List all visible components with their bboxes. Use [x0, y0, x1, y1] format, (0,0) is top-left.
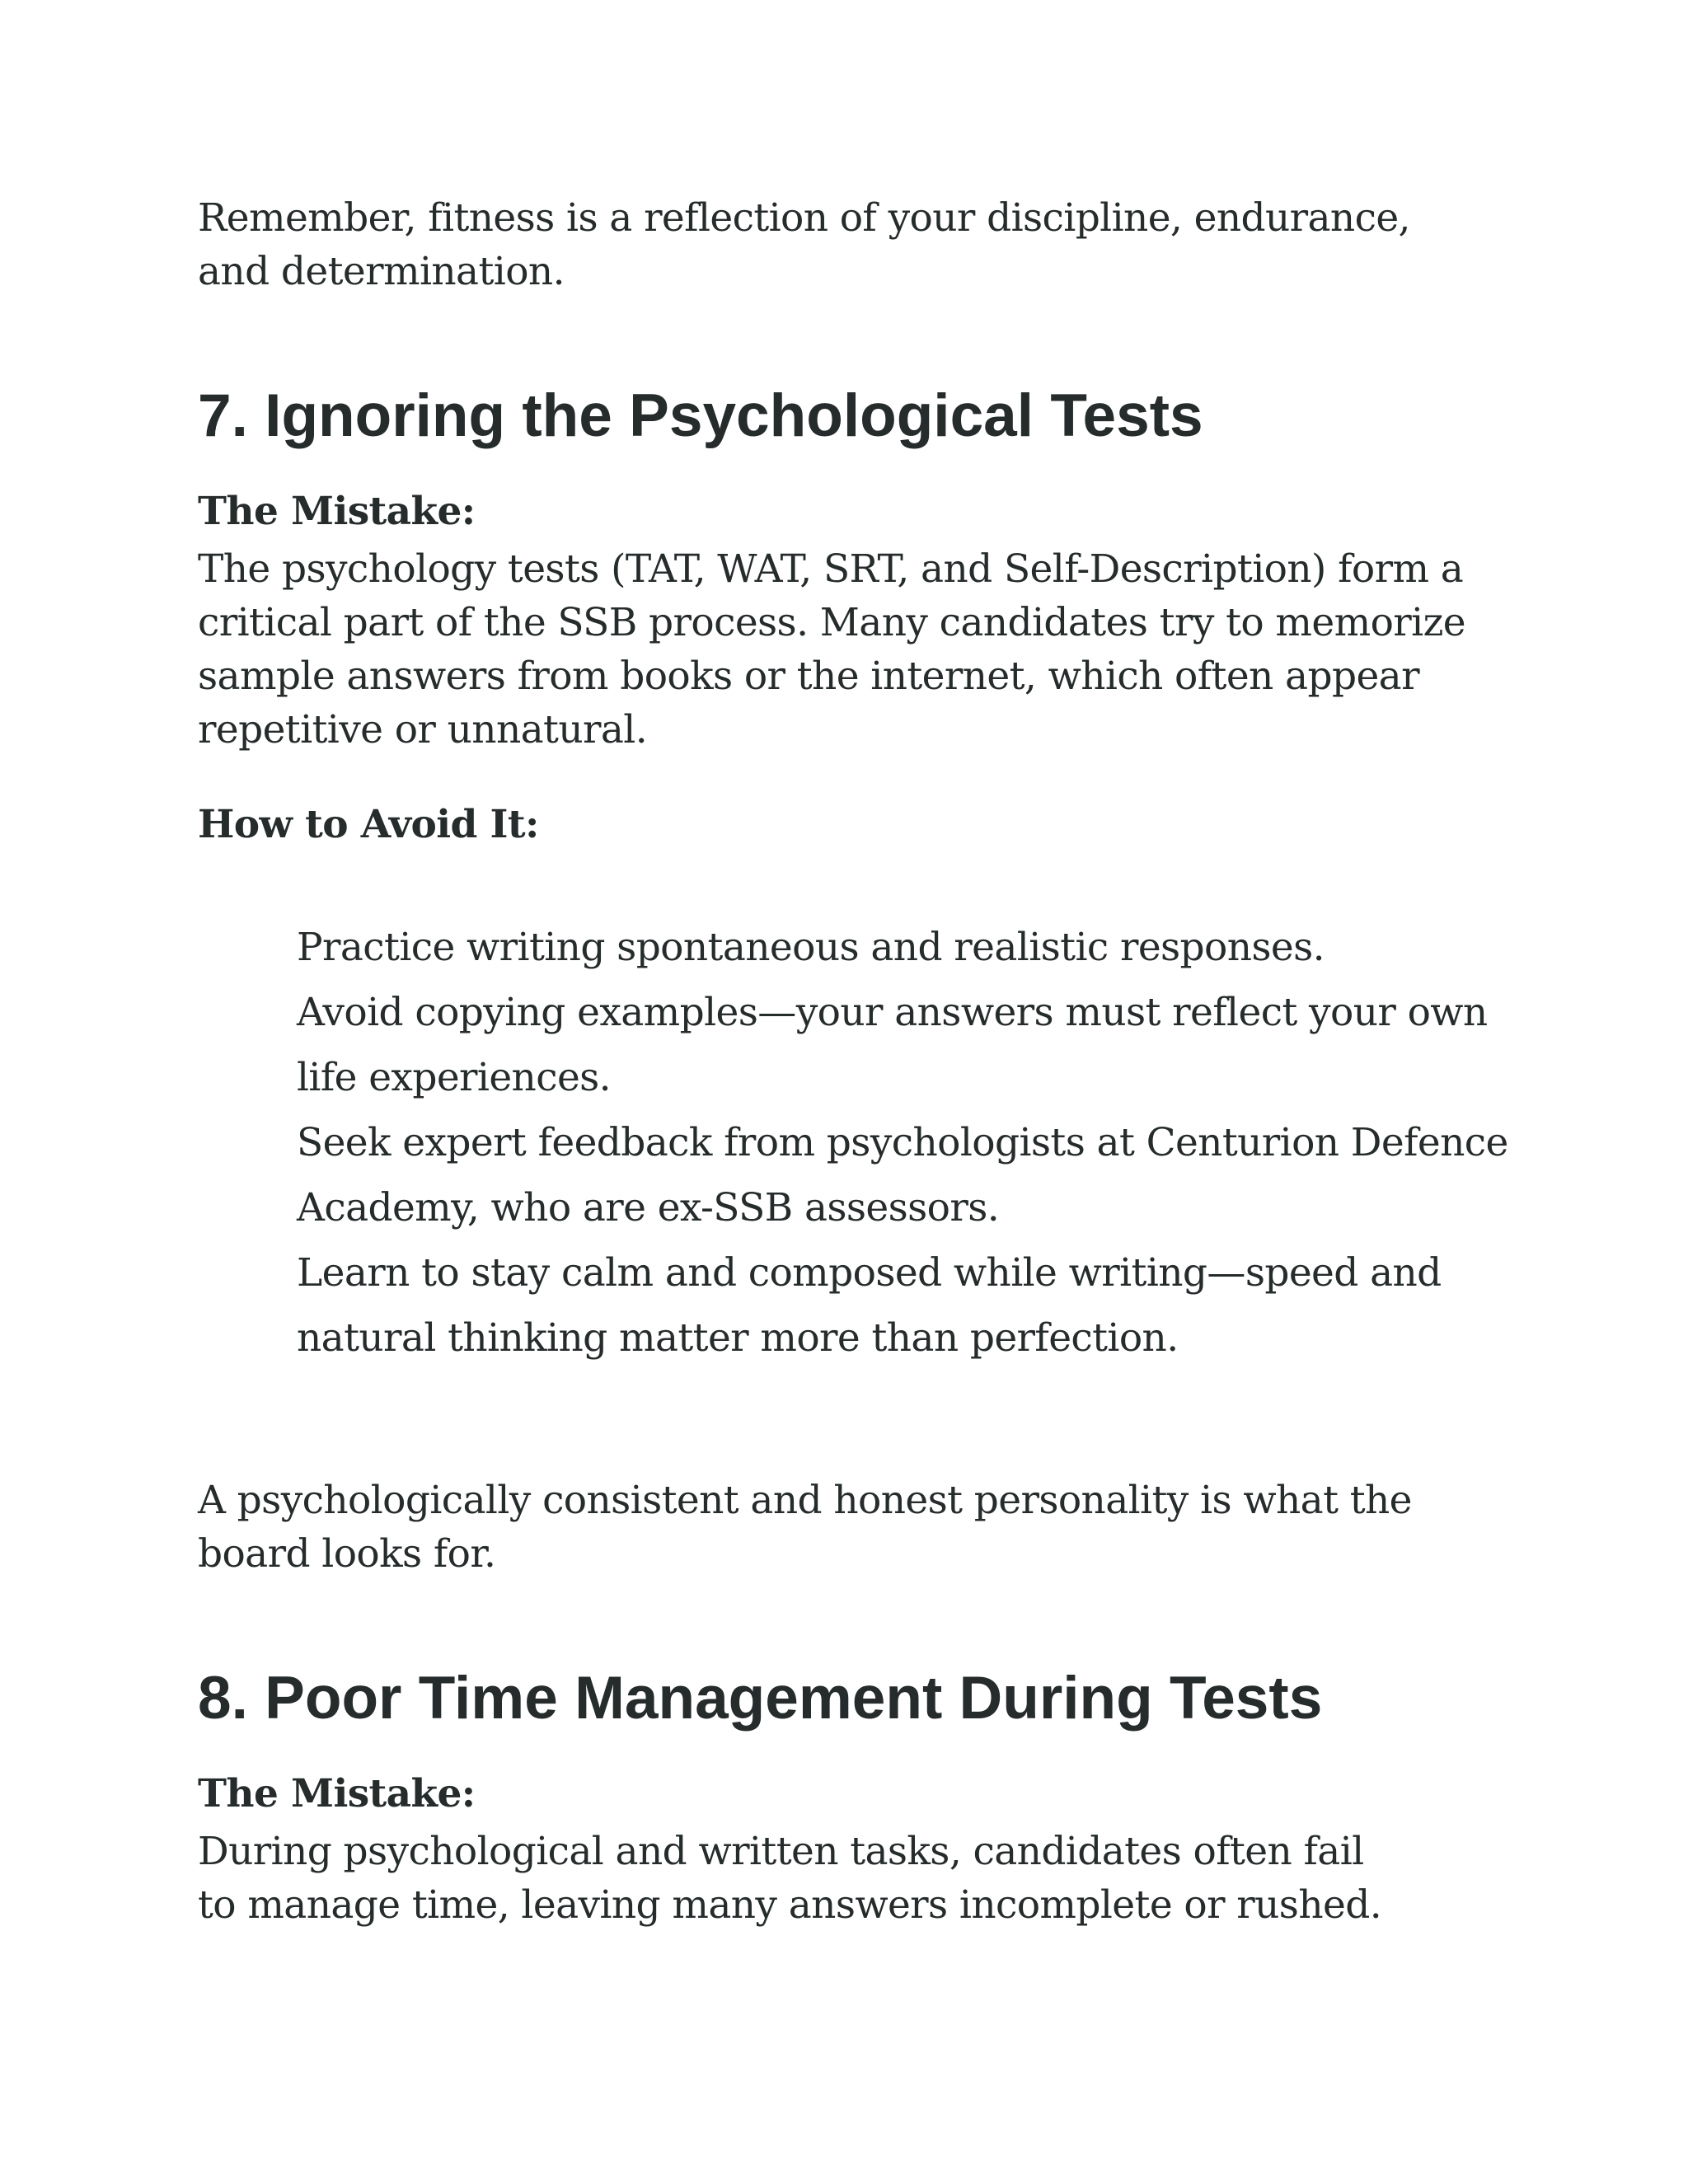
- tip-item: Practice writing spontaneous and realistic responses.: [297, 925, 1325, 970]
- section-8-mistake-label: The Mistake:: [198, 1771, 476, 1816]
- intro-paragraph: Remember, fitness is a reflection of your discipline, endurance, and determination.: [198, 195, 1410, 294]
- section-7-avoid-label: How to Avoid It:: [198, 802, 539, 847]
- section-7-mistake-text: The psychology tests (TAT, WAT, SRT, and Self-Description) form a critical part of the SSB process. Many candidates try to memorize sample answers from books or the internet, which often appear repetitive or unnatural.: [198, 546, 1465, 752]
- section-8-heading: 8. Poor Time Management During Tests: [198, 1665, 1323, 1732]
- tip-item: Seek expert feedback from psychologists at Centurion Defence Academy, who are ex-SSB assessors.: [297, 1120, 1508, 1230]
- section-7-closing: A psychologically consistent and honest personality is what the board looks for.: [198, 1478, 1412, 1577]
- tip-item: Learn to stay calm and composed while writing—speed and natural thinking matter more than perfection.: [297, 1250, 1442, 1361]
- tip-item: Avoid copying examples—your answers must reflect your own life experiences.: [297, 990, 1488, 1100]
- section-7-tips-list: [198, 915, 1517, 1371]
- section-7-mistake-label: The Mistake:: [198, 489, 476, 534]
- section-8-mistake-text: During psychological and written tasks, candidates often fail to manage time, leaving many answers incomplete or rushed.: [198, 1829, 1382, 1928]
- section-7-heading: 7. Ignoring the Psychological Tests: [198, 382, 1203, 449]
